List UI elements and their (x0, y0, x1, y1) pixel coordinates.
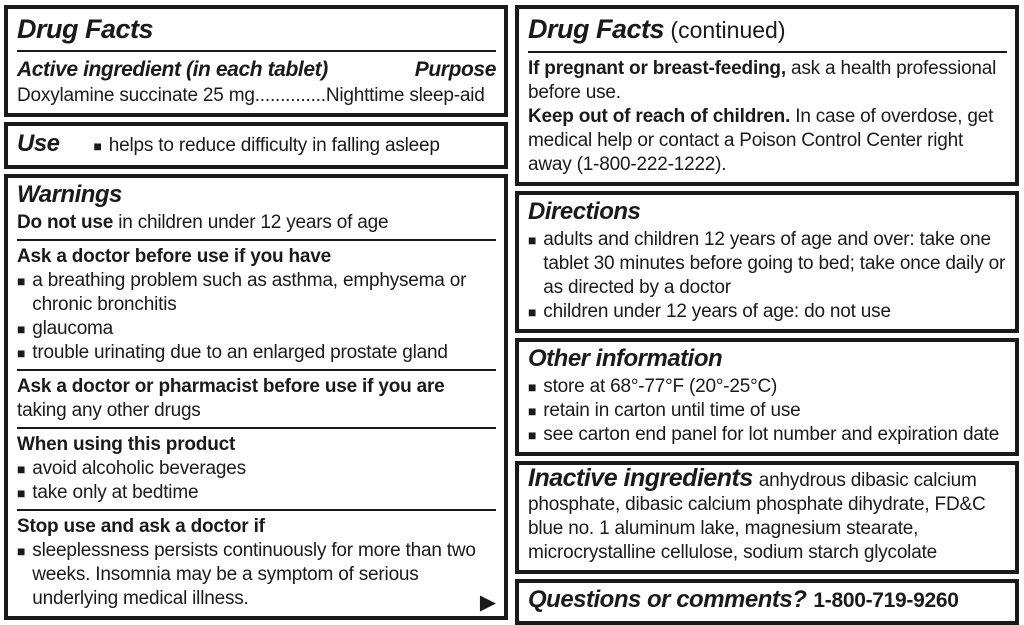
right-column (515, 5, 1019, 613)
continued-label: (continued) (664, 17, 786, 43)
ask-doctor-heading: Ask a doctor before use if you have (17, 246, 331, 267)
divider (17, 369, 496, 371)
divider (528, 51, 1007, 53)
other-information-bullet: store at 68°-77°F (20°-25°C) (543, 376, 778, 397)
other-information-heading: Other information (528, 345, 723, 372)
divider (17, 427, 496, 429)
list-item (528, 228, 1007, 300)
when-using-bullet: avoid alcoholic beverages (32, 458, 246, 479)
bullet-square-icon: ■ (17, 273, 26, 289)
leader-dots: .............. (254, 85, 326, 106)
use-row (17, 127, 496, 160)
warnings-box (4, 174, 508, 620)
list-item (17, 341, 496, 365)
list-item (17, 539, 496, 614)
do-not-use-rest: in children under 12 years of age (113, 212, 389, 233)
divider (17, 239, 496, 241)
ask-doctor-bullet: glaucoma (32, 318, 114, 339)
use-bullet-row (94, 134, 440, 158)
ingredient-name: Doxylamine succinate 25 mg (17, 85, 255, 106)
purpose-label: Purpose (414, 58, 496, 81)
list-item (528, 375, 1007, 399)
pregnant-warning-bold: If pregnant or breast-feeding, (528, 58, 786, 79)
drug-facts-continued-title (528, 12, 1007, 47)
other-information-box (515, 338, 1019, 456)
stop-use-bullet: sleeplessness persists continuously for more than two weeks. Insomnia may be a symptom of serious underlying medical illness. (32, 540, 476, 609)
ingredient-line (17, 84, 496, 108)
left-column (4, 5, 508, 613)
list-item (17, 269, 496, 317)
do-not-use-line (17, 211, 496, 235)
ask-doctor-bullet: a breathing problem such as asthma, emphysema or chronic bronchitis (32, 270, 467, 315)
drug-facts-continued-box (515, 5, 1019, 186)
directions-bullet: children under 12 years of age: do not use (543, 301, 891, 322)
active-ingredient-label: Active ingredient (in each tablet) (17, 58, 328, 81)
ingredient-purpose: Nighttime sleep-aid (325, 85, 485, 106)
questions-heading: Questions or comments? (528, 586, 807, 613)
bullet-square-icon: ■ (528, 403, 537, 419)
divider (17, 50, 496, 52)
bullet-square-icon: ■ (93, 138, 102, 154)
keep-out-warning-rest: In case of overdose, get medical help or contact a Poison Control Center right away (1-800-222-1222). (528, 106, 994, 175)
drug-facts-continued-title-main: Drug Facts (528, 14, 665, 44)
active-ingredient-row (17, 56, 496, 83)
use-box (4, 122, 508, 169)
keep-out-warning-bold: Keep out of reach of children. (528, 106, 791, 127)
divider (17, 509, 496, 511)
bullet-square-icon: ■ (528, 427, 537, 443)
bullet-square-icon: ■ (17, 321, 26, 337)
drug-facts-title: Drug Facts (17, 14, 154, 44)
pregnant-warning (528, 57, 1007, 105)
drug-facts-header-box (4, 5, 508, 117)
use-heading: Use (17, 130, 60, 157)
list-item (528, 300, 1007, 324)
continued-arrow-icon: ▶ (479, 591, 496, 614)
bullet-square-icon: ■ (17, 543, 26, 559)
ask-doctor-bullet: trouble urinating due to an enlarged prostate gland (32, 342, 448, 363)
bullet-square-icon: ■ (17, 345, 26, 361)
questions-row (528, 584, 1007, 616)
inactive-ingredients-text: anhydrous dibasic calcium phosphate, dibasic calcium phosphate dihydrate, FD&C blue no. 1 aluminum lake, magnesium stearate, microcrystalline cellulose, sodium starch glycolate (528, 470, 986, 563)
stop-use-heading: Stop use and ask a doctor if (17, 516, 265, 537)
keep-out-warning (528, 105, 1007, 177)
bullet-square-icon: ■ (528, 379, 537, 395)
list-item (17, 317, 496, 341)
questions-box (515, 579, 1019, 625)
list-item (528, 423, 1007, 447)
do-not-use-bold: Do not use (17, 212, 114, 233)
directions-box (515, 191, 1019, 333)
use-bullet-text: helps to reduce difficulty in falling asleep (108, 135, 440, 156)
other-information-bullet: see carton end panel for lot number and expiration date (543, 424, 1000, 445)
inactive-ingredients-heading: Inactive ingredients (528, 464, 753, 492)
when-using-bullet: take only at bedtime (32, 482, 199, 503)
list-item (17, 481, 496, 505)
ask-pharmacist-bold: Ask a doctor or pharmacist before use if you are (17, 376, 445, 397)
bullet-square-icon: ■ (17, 461, 26, 477)
bullet-square-icon: ■ (17, 485, 26, 501)
pregnant-warning-rest: ask a health professional before use. (528, 58, 997, 103)
list-item (17, 457, 496, 481)
ask-pharmacist-rest: taking any other drugs (17, 400, 201, 421)
questions-phone-number: 1-800-719-9260 (813, 589, 959, 612)
bullet-square-icon: ■ (528, 304, 537, 320)
directions-bullet: adults and children 12 years of age and over: take one tablet 30 minutes before going to bed; take once daily or as directed by a doctor (543, 229, 1006, 298)
bullet-square-icon: ■ (528, 232, 537, 248)
warnings-heading: Warnings (17, 181, 122, 208)
list-item (528, 399, 1007, 423)
directions-heading: Directions (528, 198, 641, 225)
inactive-ingredients-para (528, 466, 1007, 565)
inactive-ingredients-box (515, 461, 1019, 574)
when-using-heading: When using this product (17, 434, 236, 455)
other-information-bullet: retain in carton until time of use (543, 400, 801, 421)
